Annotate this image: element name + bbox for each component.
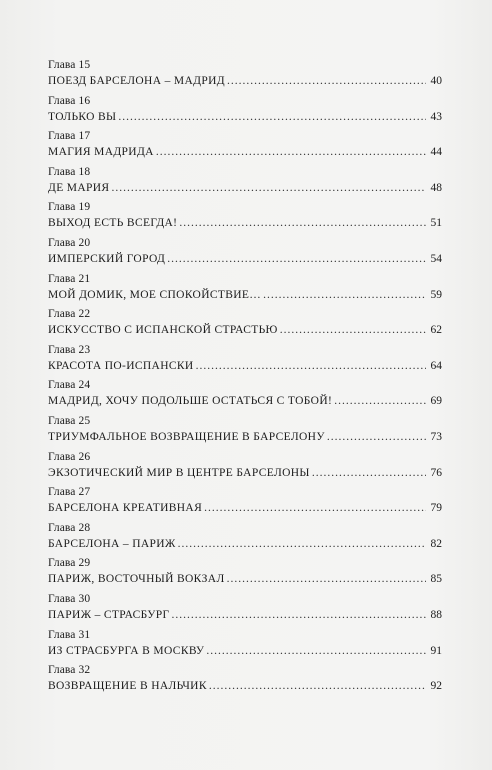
page-number: 44 xyxy=(430,146,442,159)
toc-entry xyxy=(48,485,442,521)
toc-line xyxy=(48,501,442,517)
page-number: 43 xyxy=(430,110,442,123)
chapter-title: ЭКЗОТИЧЕСКИЙ МИР В ЦЕНТРЕ БАРСЕЛОНЫ xyxy=(48,466,310,479)
chapter-label: Глава 31 xyxy=(48,628,91,641)
chapter-title: ПАРИЖ – СТРАСБУРГ xyxy=(48,608,170,621)
dot-leader xyxy=(209,679,426,693)
toc-entry xyxy=(48,165,442,201)
dot-leader xyxy=(334,394,426,408)
toc-line xyxy=(48,110,442,126)
page-number: 48 xyxy=(430,181,442,194)
page-number: 88 xyxy=(430,608,442,621)
page-number: 59 xyxy=(430,288,442,301)
chapter-title: МАДРИД, ХОЧУ ПОДОЛЬШЕ ОСТАТЬСЯ С ТОБОЙ! xyxy=(48,395,333,408)
toc-line xyxy=(48,537,442,553)
chapter-label: Глава 15 xyxy=(48,59,91,71)
chapter-label: Глава 26 xyxy=(48,450,91,463)
page-number: 73 xyxy=(430,430,442,443)
page-number: 62 xyxy=(430,324,442,337)
toc-entry xyxy=(48,307,442,343)
toc-entry xyxy=(48,58,442,94)
chapter-label: Глава 17 xyxy=(48,130,91,143)
toc-entry xyxy=(48,236,442,272)
chapter-label: Глава 23 xyxy=(48,343,91,356)
page-number: 76 xyxy=(430,466,442,479)
dot-leader xyxy=(118,110,426,124)
toc-line xyxy=(48,288,442,304)
dot-leader xyxy=(171,608,426,622)
toc-line xyxy=(48,323,442,339)
dot-leader xyxy=(280,323,426,337)
toc-entry xyxy=(48,663,442,699)
dot-leader xyxy=(312,466,426,480)
chapter-title: ИМПЕРСКИЙ ГОРОД xyxy=(48,252,166,265)
chapter-title: ВЫХОД ЕСТЬ ВСЕГДА! xyxy=(48,217,178,230)
toc-line xyxy=(48,608,442,624)
dot-leader xyxy=(196,359,426,373)
chapter-title: МАГИЯ МАДРИДА xyxy=(48,146,154,159)
table-of-contents xyxy=(48,58,442,699)
toc-entry xyxy=(48,628,442,664)
page-number: 92 xyxy=(430,680,442,693)
chapter-title: ИСКУССТВО С ИСПАНСКОЙ СТРАСТЬЮ xyxy=(48,324,278,337)
toc-entry xyxy=(48,272,442,308)
dot-leader xyxy=(178,537,426,551)
toc-entry xyxy=(48,592,442,628)
toc-entry xyxy=(48,378,442,414)
page-number: 85 xyxy=(430,573,442,586)
toc-line xyxy=(48,572,442,588)
chapter-label: Глава 28 xyxy=(48,521,91,534)
chapter-label: Глава 16 xyxy=(48,94,91,107)
dot-leader xyxy=(206,644,426,658)
chapter-title: ПАРИЖ, ВОСТОЧНЫЙ ВОКЗАЛ xyxy=(48,573,225,586)
chapter-label: Глава 27 xyxy=(48,486,91,499)
chapter-label: Глава 22 xyxy=(48,308,91,321)
chapter-label: Глава 19 xyxy=(48,201,91,214)
dot-leader xyxy=(327,430,426,444)
toc-line xyxy=(48,181,442,197)
toc-entry xyxy=(48,94,442,130)
toc-line xyxy=(48,394,442,410)
page-number: 64 xyxy=(430,359,442,372)
page-number: 91 xyxy=(430,644,442,657)
toc-entry xyxy=(48,521,442,557)
toc-line xyxy=(48,466,442,482)
toc-line xyxy=(48,74,442,90)
page-number: 69 xyxy=(430,395,442,408)
chapter-label: Глава 20 xyxy=(48,236,91,249)
page-number: 79 xyxy=(430,502,442,515)
chapter-title: ВОЗВРАЩЕНИЕ В НАЛЬЧИК xyxy=(48,680,207,693)
page-number: 40 xyxy=(430,75,442,87)
toc-entry xyxy=(48,200,442,236)
chapter-title: ДЕ МАРИЯ xyxy=(48,181,110,194)
chapter-title: ТОЛЬКО ВЫ xyxy=(48,110,117,123)
chapter-label: Глава 30 xyxy=(48,592,91,605)
toc-line xyxy=(48,252,442,268)
chapter-title: МОЙ ДОМИК, МОЕ СПОКОЙСТВИЕ… xyxy=(48,288,262,301)
toc-entry xyxy=(48,556,442,592)
dot-leader xyxy=(227,74,426,88)
chapter-title: БАРСЕЛОНА – ПАРИЖ xyxy=(48,537,176,550)
dot-leader xyxy=(227,572,426,586)
chapter-title: БАРСЕЛОНА КРЕАТИВНАЯ xyxy=(48,502,203,515)
chapter-label: Глава 29 xyxy=(48,557,91,570)
toc-entry xyxy=(48,129,442,165)
toc-line xyxy=(48,644,442,660)
dot-leader xyxy=(111,181,426,195)
chapter-title: ПОЕЗД БАРСЕЛОНА – МАДРИД xyxy=(48,75,225,87)
chapter-title: КРАСОТА ПО-ИСПАНСКИ xyxy=(48,359,194,372)
page-number: 54 xyxy=(430,252,442,265)
toc-line xyxy=(48,679,442,695)
toc-line xyxy=(48,216,442,232)
chapter-label: Глава 18 xyxy=(48,165,91,178)
dot-leader xyxy=(156,145,426,159)
dot-leader xyxy=(204,501,426,515)
toc-line xyxy=(48,430,442,446)
page-number: 82 xyxy=(430,537,442,550)
toc-line xyxy=(48,359,442,375)
page-number: 51 xyxy=(430,217,442,230)
toc-line xyxy=(48,145,442,161)
chapter-title: ИЗ СТРАСБУРГА В МОСКВУ xyxy=(48,644,205,657)
chapter-label: Глава 32 xyxy=(48,664,91,677)
toc-entry xyxy=(48,414,442,450)
chapter-label: Глава 25 xyxy=(48,414,91,427)
toc-entry xyxy=(48,343,442,379)
dot-leader xyxy=(263,288,426,302)
chapter-label: Глава 21 xyxy=(48,272,91,285)
dot-leader xyxy=(179,216,426,230)
chapter-title: ТРИУМФАЛЬНОЕ ВОЗВРАЩЕНИЕ В БАРСЕЛОНУ xyxy=(48,430,325,443)
dot-leader xyxy=(167,252,426,266)
chapter-label: Глава 24 xyxy=(48,379,91,392)
toc-entry xyxy=(48,450,442,486)
